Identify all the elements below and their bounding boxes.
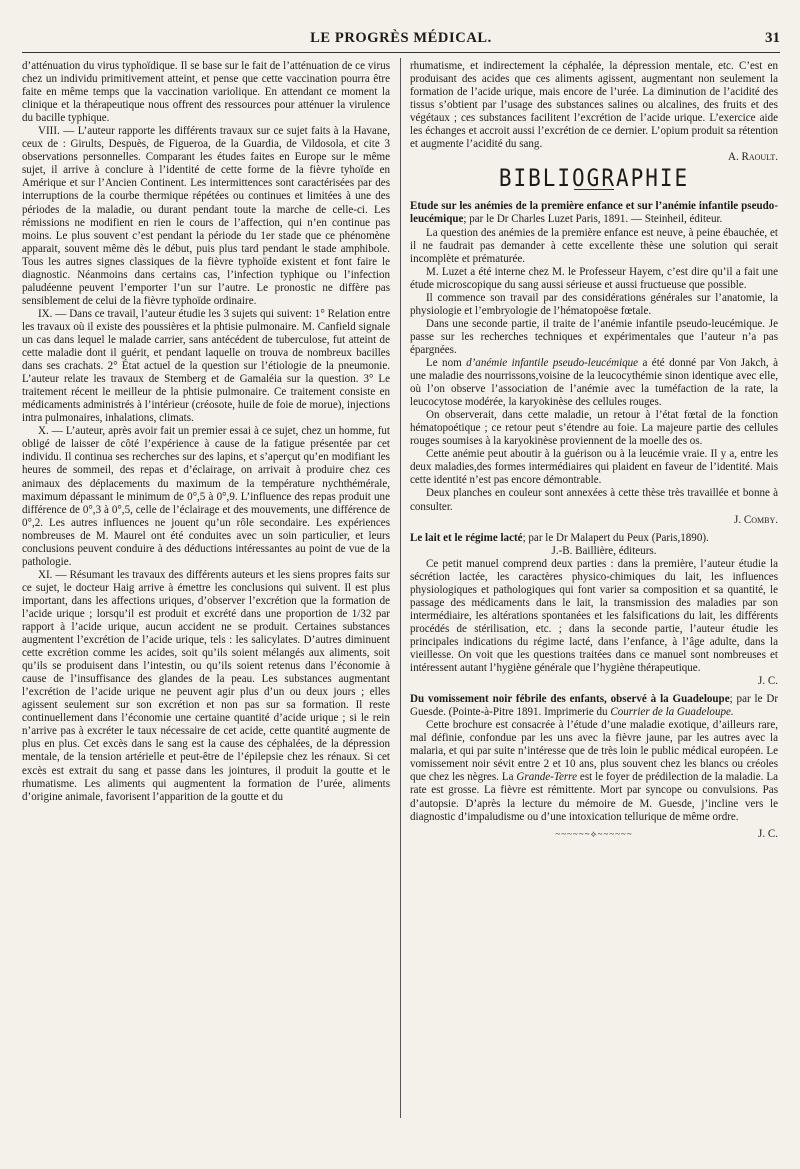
paragraph: La question des anémies de la première enfance est neuve, à peine ébauchée, et il ne faudrait pas demander à cette excellente thèse une solution qui serait incomplète et prématurée.	[410, 226, 778, 265]
paragraph: X. — L’auteur, après avoir fait un premier essai à ce sujet, chez un homme, fut obligé de laisser de côté l’expérience à cause de la fatigue présentée par cet individu. Il continua ses recherches sur des lapins, et s’aperçut qu’en modifiant les heures de sommeil, des repas et d’éclairage, on arrivait à produire chez ces animaux des déplacements du maximum de la température nychthémérale, maximum dépassant le minimum de 0°,5 à 0°,9. L’influence des repas produit une différence de 0°,3 à 0°,5, celle de l’éclairage et des mouvements, une différence de 0°,2. Les autres influences ne jouent qu’un rôle secondaire. Les expériences nombreuses de M. Maurel ont été conduites avec un soin particulier, et leurs conclusions peuvent conduire à des déductions intéressantes au point de vue de la pathologie.	[22, 425, 390, 568]
text-run: a été donné par Von Jakсh, à une maladie des nourrissons,voisine de la leucocythémie sinon identique avec elle, où l’on observe l’association de l’anémie avec la tuméfaction de la rate, la leucocytose modérée, la karyokinèse des cellules rouges.	[410, 356, 778, 409]
bib-entry-byline: ; par le Dr Guesde. (Pointe-à-Pitre 1891. Imprimerie du	[410, 693, 778, 719]
column-separator	[400, 58, 401, 1118]
text-run: Le nom	[426, 356, 467, 369]
bib-entry-title: Du vomissement noir fébrile des enfants, observé à la Guadeloupe	[410, 693, 730, 706]
paragraph: IX. — Dans ce travail, l’auteur étudie les 3 sujets qui suivent: 1° Relation entre les travaux où il existe des poussières et la phtisie pulmonaire. M. Canfield signale un cas dans lequel le malade carrier, sans antécédent de tuberculose, fut atteint de cette maladie dont il guérit, et pendant laquelle on trouva de nombreux bacilles dans ses crachats. 2° État actuel de la question sur l’étiologie de la pneumonie. L’auteur relate les travaux de Stemberg et de Gamaléia sur la question. 3° Le traitement récent le meilleur de la phtisie pulmonaire. Ce traitement consiste en médicaments administrés à l’intérieur (créosote, huile de foie de morue), injections intra pulmonaires, inhalations, climats.	[22, 307, 390, 425]
signature: A. Raoult.	[727, 151, 778, 164]
paragraph: Il commence son travail par des considérations générales sur l’anatomie, la physiologie et l’embryologie de l’hématopoëse fœtale.	[410, 291, 778, 317]
journal-title: LE PROGRÈS MÉDICAL.	[310, 30, 492, 46]
ornament-divider: ~~~~~~⟡~~~~~~	[555, 828, 633, 839]
paragraph: Dans une seconde partie, il traite de l’anémie infantile pseudo-leucémique. Je passe sur les recherches techniques et expérimentales que l’auteur n’a pas épargnées.	[410, 317, 778, 356]
italic-run: d’anémie infantile pseudo-leucémique	[466, 356, 639, 369]
paragraph: Deux planches en couleur sont annexées à cette thèse très travaillée et bonne à consulter.	[410, 487, 778, 513]
paragraph: VIII. — L’auteur rapporte les différents travaux sur ce sujet faits à la Havane, ceux de : Girults, Despuès, de Figueroa, de la Guardia, de Vildosola, et cite 3 observations personnelles. Comparant les études faites en Europe sur le même sujet, il arrive à conclure à l’identité de cette forme de la fièvre tyhoïde en Amérique et sur l’Ancien Continent. Les intermittences sont caractérisées par des interruptions de la courbe thermique répétées ou continues et limitées à une des périodes de la maladie, ou durant pendant toute la marche de celle-ci. Les rémissions ne modifient en rien le cours de l’affection, qui n’en continue pas moins. Le plus souvent c’est pendant la période du 1er stade que ce phénomène apparait, souvent même dès le début, puis plus tard pendant le stade amphibole. Tous les autres signes classiques de la fièvre typhoïde existent et font faire le diagnostic. Néanmoins dans certains cas, l’infection typhique ou l’infection paludéenne peuvent l’emporter l’un sur l’autre. Le pronostic ne diffère pas sensiblement de celui de la fièvre typhoïde ordinaire.	[22, 125, 390, 307]
bib-entry-title: Etude sur les anémies de la première enfance et sur l’anémie infantile pseudo-leucémique	[410, 200, 778, 226]
signature: J. C.	[758, 827, 778, 840]
section-heading: BIBLIOGRAPHIE	[498, 164, 690, 193]
bib-entry-byline: ; par le Dr Charles Luzet Paris, 1891. — Steinheil, éditeur.	[463, 213, 723, 226]
paragraph: M. Luzet a été interne chez M. le Professeur Hayem, c’est dire qu’il a fait une étude microscopique du sang aussi sérieuse et aussi fructueuse que possible.	[410, 265, 778, 291]
paragraph: rhumatisme, et indirectement la céphalée, la dépression mentale, etc. C’est en produisant des acides que ces aliments agissent, augmentant non seulement la formation de l’acide urique, mais encore de l’urée. La diminution de l’acidité des tissus s’obtient par l’usage des substances salines ou alcalines, des fruits et des végétaux ; ces substances facilitent l’excrétion de l’acide urique. L’exercice aide les échanges et accroit aussi l’excrétion de ce dernier. L’opium produit sa rétention et augmente l’acidité du sang.	[410, 60, 778, 151]
bib-entry-byline: ; par le Dr Malapert du Peux (Paris,1890).	[522, 531, 709, 544]
italic-run: Grande-Terre	[516, 771, 577, 784]
left-column	[22, 60, 390, 804]
right-column	[410, 60, 778, 841]
signature: J. Comby.	[734, 513, 778, 526]
bib-entry-header	[410, 200, 778, 226]
header-rule	[22, 52, 780, 53]
paragraph	[410, 357, 778, 409]
page-number: 31	[765, 30, 780, 46]
paragraph: On observerait, dans cette maladie, un retour à l’état fœtal de la fonction hématopoétique ; ce retour peut s’étendre au foie. La majeure partie des cellules rouges soumises à la karyokinèse proviennent de la moelle des os.	[410, 409, 778, 448]
text-run: Cette brochure est consacrée à l’étude d’une maladie exotique, d’ailleurs rare, mal définie, confondue par les uns avec la fièvre jaune, par les autres avec la malaria, et qui par suite n’intéresse que de très loin le public médical européen. Le vomissement noir sévit entre 2 et 10 ans, plus souvent chez les blancs ou créoles que chez les nègres. La	[410, 719, 778, 784]
bib-entry-header	[410, 532, 778, 545]
bib-entry-title: Le lait et le régime lacté	[410, 531, 523, 544]
signature: J. C.	[758, 675, 778, 688]
paragraph: d’atténuation du virus typhoïdique. Il se base sur le fait de l’atténuation de ce virus chez un individu primitivement atteint, et pense que cette vaccination pourra être faite en même temps que la vaccination variolique. En attendant ce moment la clinique et la thérapeutique nous offrent des ressources pour atténuer la virulence du bacille typhique.	[22, 60, 390, 125]
paragraph	[410, 719, 778, 823]
paragraph: Ce petit manuel comprend deux parties : dans la première, l’auteur étudie la sécrétion lactée, les caractères physico-chimiques du lait, les influences physiologiques et pathologiques qui font varier sa composition et sa quantité, le passage des médicaments dans le lait, la transmission des maladies par son intermédiaire, les altérations spontanées et les falsifications du lait, les différents procédés de stérilisation, etc. ; dans la seconde partie, l’auteur étudie les principales indications du régime lacté, dans l’enfance, à l’âge adulte, dans la vieillesse. On voit que les questions traitées dans ce manuel sont nombreuses et intéressent autant l’hygiène générale que l’hygiène thérapeutique.	[410, 557, 778, 675]
paragraph: XI. — Résumant les travaux des différents auteurs et les siens propres faits sur ce sujet, le docteur Haig arrive à émettre les conclusions qui suivent. Il est plus important, dans les affections uriques, d’observer l’excrétion que la formation de l’acide urique ; lorsqu’il est produit et excrété dans une proportion de 1/32 par rapport à l’acide urique, aucun accident ne se produit. Certaines substances augmentent l’excrétion de l’acide urique, tels : les salicylates. D’autres diminuent cette excrétion comme les acides, soit qu’ils soient mélangés aux aliments, soit qu’ils se produisent dans l’intestin, ou qu’ils soient retenus dans l’économie à cause de l’insuffisance des glandes de la peau. Les substances augmentant l’excrétion de l’acide urique ne peuvent agir plus d’un ou deux jours ; elles agissent seulement sur son excrétion et non pas sur sa formation. Il reste continuellement dans l’économie une certaine quantité d’acide urique ; si le rein n’arrive pas à excréter le taux nécessaire de cet acide, cette quantité augmente de plus en plus. Cet excès dans le sang est la cause des céphalées, de la dépression mentale, de la tension artérielle et peut-être de l’épilepsie chez les rénaux. Si cet excès est extrait du sang et passe dans les jointures, il produit la goutte et le rhumatisme. Les aliments qui augmentent la formation de l’urée, aliments d’origine animale, favorisent l’apparition de la goutte et du	[22, 568, 390, 803]
paragraph: Cette anémie peut aboutir à la guérison ou à la leucémie vraie. Il y a, entre les deux maladies,des formes intermédiaires qui plaident en faveur de l’identité. Mais cette identité n’est pas encore démontrable.	[410, 448, 778, 487]
bib-entry-publisher: J.-B. Baillière, éditeurs.	[551, 544, 657, 557]
bib-entry-header	[410, 693, 778, 719]
page-header	[22, 30, 780, 50]
text-run: est le foyer de prédilection de la maladie. La rate est grosse. La fièvre est rémittente. Mort par syncope ou convulsions. Pas d’autopsie. D’après la lecture du mémoire de M. Guesde, j’incline vers le diagnostic d’impaludisme ou d’une intoxication tellurique de même ordre.	[410, 771, 778, 823]
italic-run: Courrier de la Guadeloupe.	[610, 706, 734, 719]
